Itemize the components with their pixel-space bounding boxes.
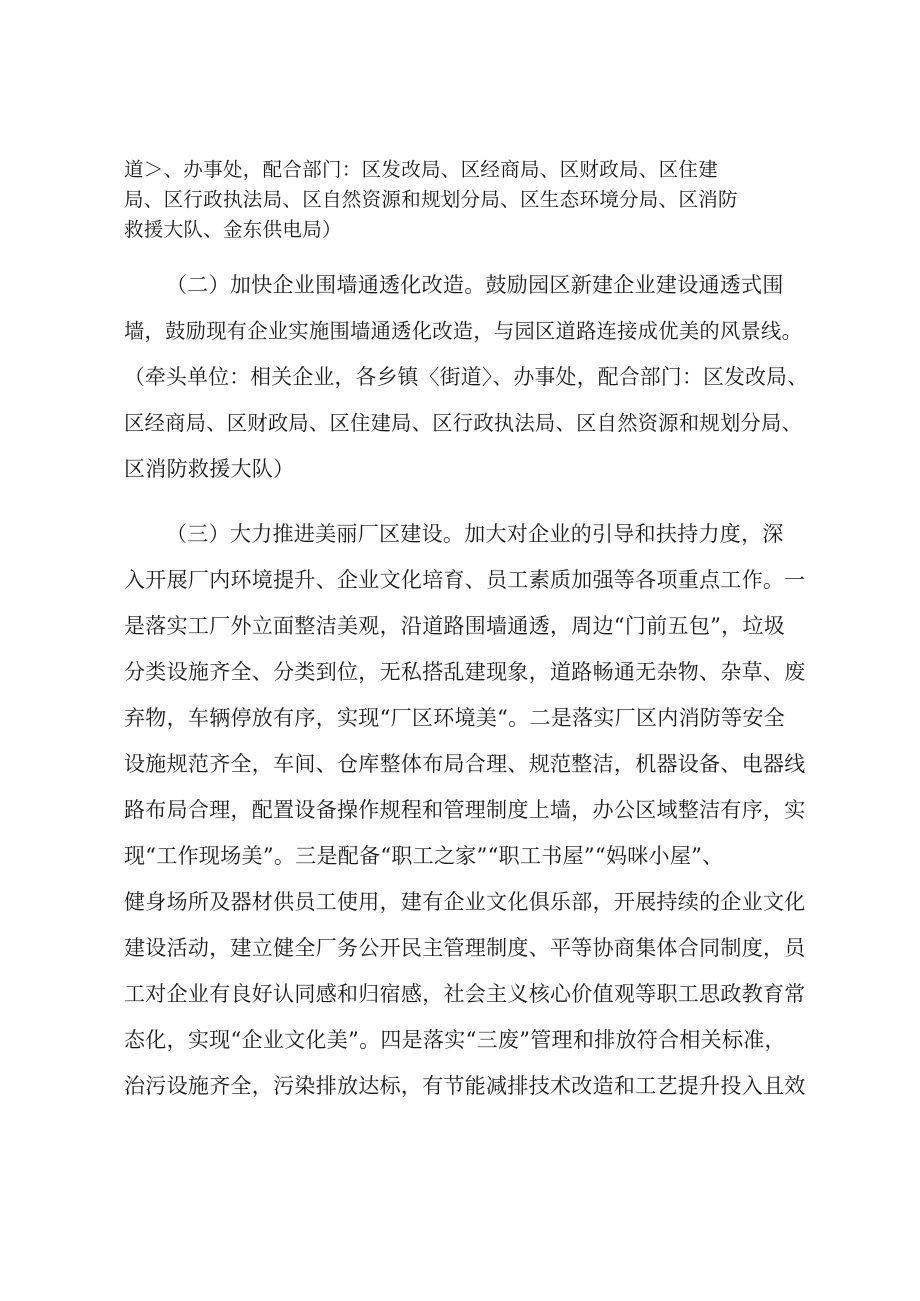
text-line: 局、区行政执法局、区自然资源和规划分局、区生态环境分局、区消防 — [124, 188, 738, 211]
text-line: 现“工作现场美”。三是配备“职工之家”“职工书屋”“妈咪小屋”、 — [124, 844, 724, 868]
text-line: 是落实工厂外立面整洁美观，沿道路围墙通透，周边“门前五包”，垃圾 — [124, 614, 786, 638]
text-line: （三）大力推进美丽厂区建设。加大对企业的引导和扶持力度，深 — [166, 522, 784, 546]
text-line: 区经商局、区财政局、区住建局、区行政执法局、区自然资源和规划分局、 — [124, 411, 803, 435]
text-line: 区消防救援大队） — [124, 457, 295, 481]
text-line: 救援大队、金东供电局） — [124, 218, 342, 241]
text-line: 入开展厂内环境提升、企业文化培育、员工素质加强等各项重点工作。一 — [124, 568, 806, 592]
text-line: （二）加快企业围墙通透化改造。鼓励园区新建企业建设通透式围 — [166, 273, 784, 297]
text-line: 设施规范齐全，车间、仓库整体布局合理、规范整洁，机器设备、电器线 — [124, 752, 806, 776]
text-line: 墙，鼓励现有企业实施围墙通透化改造，与园区道路连接成优美的风景线。 — [124, 319, 803, 343]
text-line: 道＞、办事处，配合部门：区发改局、区经商局、区财政局、区住建 — [124, 158, 719, 181]
text-line: 路布局合理，配置设备操作规程和管理制度上墙，办公区域整洁有序，实 — [124, 798, 806, 822]
text-line: 健身场所及器材供员工使用，建有企业文化俱乐部，开展持续的企业文化 — [124, 890, 806, 914]
text-line: 建设活动，建立健全厂务公开民主管理制度、平等协商集体合同制度，员 — [124, 936, 806, 960]
text-line: 工对企业有良好认同感和归宿感，社会主义核心价值观等职工思政教育常 — [124, 982, 806, 1006]
text-line: 弃物，车辆停放有序，实现“厂区环境美“。二是落实厂区内消防等安全 — [124, 706, 786, 730]
text-line: 治污设施齐全，污染排放达标，有节能减排技术改造和工艺提升投入且效 — [124, 1074, 806, 1098]
text-line: 分类设施齐全、分类到位，无私搭乱建现象，道路畅通无杂物、杂草、废 — [124, 660, 806, 684]
text-line: 态化，实现“企业文化美”。四是落实“三废”管理和排放符合相关标准， — [124, 1028, 786, 1052]
text-line: （牵头单位：相关企业，各乡镇〈街道〉、办事处，配合部门：区发改局、 — [124, 365, 809, 389]
